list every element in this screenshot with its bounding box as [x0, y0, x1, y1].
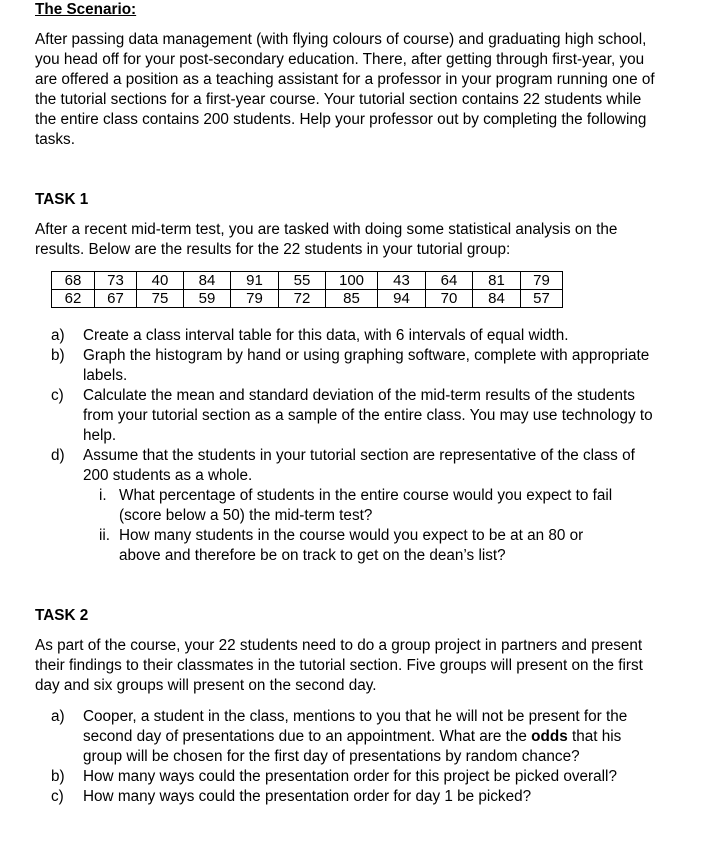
score-cell: 81 [473, 272, 521, 290]
item-text: What percentage of students in the entire course would you expect to fail (score below a 50) the mid-term test? [119, 487, 613, 524]
item-marker: b) [51, 347, 65, 364]
scores-table [51, 271, 563, 308]
score-cell: 75 [137, 290, 184, 308]
score-cell: 73 [95, 272, 137, 290]
scenario-text: After passing data management (with flying colours of course) and graduating high school, you head off for your post-secondary education. There, after getting through first-year, you are offered a position as a teaching assistant for a professor in your program running one of the tutorial sections for a first-year course. Your tutorial section contains 22 students while the entire class contains 200 students. Help your professor out by completing the following tasks. [35, 31, 655, 148]
score-cell: 79 [231, 290, 279, 308]
score-cell: 43 [378, 272, 426, 290]
score-cell: 59 [184, 290, 231, 308]
task2-intro: As part of the course, your 22 students need to do a group project in partners and present their findings to their classmates in the tutorial section. Five groups will present on the first day and six groups will present on the second day. [35, 637, 643, 694]
task1-heading: TASK 1 [35, 191, 89, 208]
item-marker: d) [51, 447, 65, 464]
score-cell: 57 [521, 290, 563, 308]
list-item [35, 326, 660, 346]
item-text-bold: odds [531, 728, 568, 745]
score-cell: 79 [521, 272, 563, 290]
list-item [35, 446, 660, 486]
item-text: Calculate the mean and standard deviation of the mid-term results of the students from your tutorial section as a sample of the entire class. You may use technology to help. [83, 387, 653, 444]
item-text-before: Cooper, a student in the class, mentions to you that he will not be present for the second day of presentations due to an appointment. What are the [83, 708, 628, 745]
score-cell: 85 [326, 290, 378, 308]
score-cell: 70 [426, 290, 473, 308]
task1-intro: After a recent mid-term test, you are tasked with doing some statistical analysis on the results. Below are the results for the 22 students in your tutorial group: [35, 221, 618, 258]
task1-list [35, 326, 660, 486]
task1-sublist [83, 486, 623, 566]
item-marker: c) [51, 788, 64, 805]
item-marker: c) [51, 387, 64, 404]
item-marker: b) [51, 768, 65, 785]
score-cell: 91 [231, 272, 279, 290]
item-marker: a) [51, 327, 65, 344]
score-cell: 67 [95, 290, 137, 308]
task1-questions [35, 326, 660, 566]
item-text: How many students in the course would you expect to be at an 80 or above and therefore be on track to get on the dean’s list? [119, 527, 584, 564]
scenario-section [35, 0, 675, 148]
list-item [35, 386, 660, 446]
score-cell: 84 [184, 272, 231, 290]
list-item [35, 707, 660, 767]
score-cell: 62 [52, 290, 95, 308]
score-cell: 64 [426, 272, 473, 290]
list-item [83, 486, 623, 526]
item-text: Assume that the students in your tutorial section are representative of the class of 200 students as a whole. [83, 447, 635, 484]
list-item [35, 767, 660, 787]
list-item [35, 787, 660, 807]
task2-list [35, 707, 660, 807]
scenario-heading: The Scenario: [35, 1, 137, 18]
score-cell: 100 [326, 272, 378, 290]
task2-heading: TASK 2 [35, 607, 89, 624]
item-text: How many ways could the presentation order for day 1 be picked? [83, 788, 532, 805]
score-cell: 68 [52, 272, 95, 290]
list-item [83, 526, 623, 566]
item-text: Graph the histogram by hand or using graphing software, complete with appropriate labels. [83, 347, 650, 384]
score-cell: 55 [279, 272, 326, 290]
score-cell: 40 [137, 272, 184, 290]
item-marker: i. [99, 487, 107, 504]
task2-questions [35, 707, 660, 807]
score-cell: 72 [279, 290, 326, 308]
score-cell: 94 [378, 290, 426, 308]
score-cell: 84 [473, 290, 521, 308]
scores-row-2 [52, 290, 563, 308]
item-marker: ii. [99, 527, 111, 544]
item-text: How many ways could the presentation order for this project be picked overall? [83, 768, 617, 785]
scores-row-1 [52, 272, 563, 290]
item-marker: a) [51, 708, 65, 725]
list-item [35, 346, 660, 386]
item-text: Create a class interval table for this data, with 6 intervals of equal width. [83, 327, 569, 344]
item-text-after: that his group will be chosen for the first day of presentations by random chance? [83, 728, 622, 765]
